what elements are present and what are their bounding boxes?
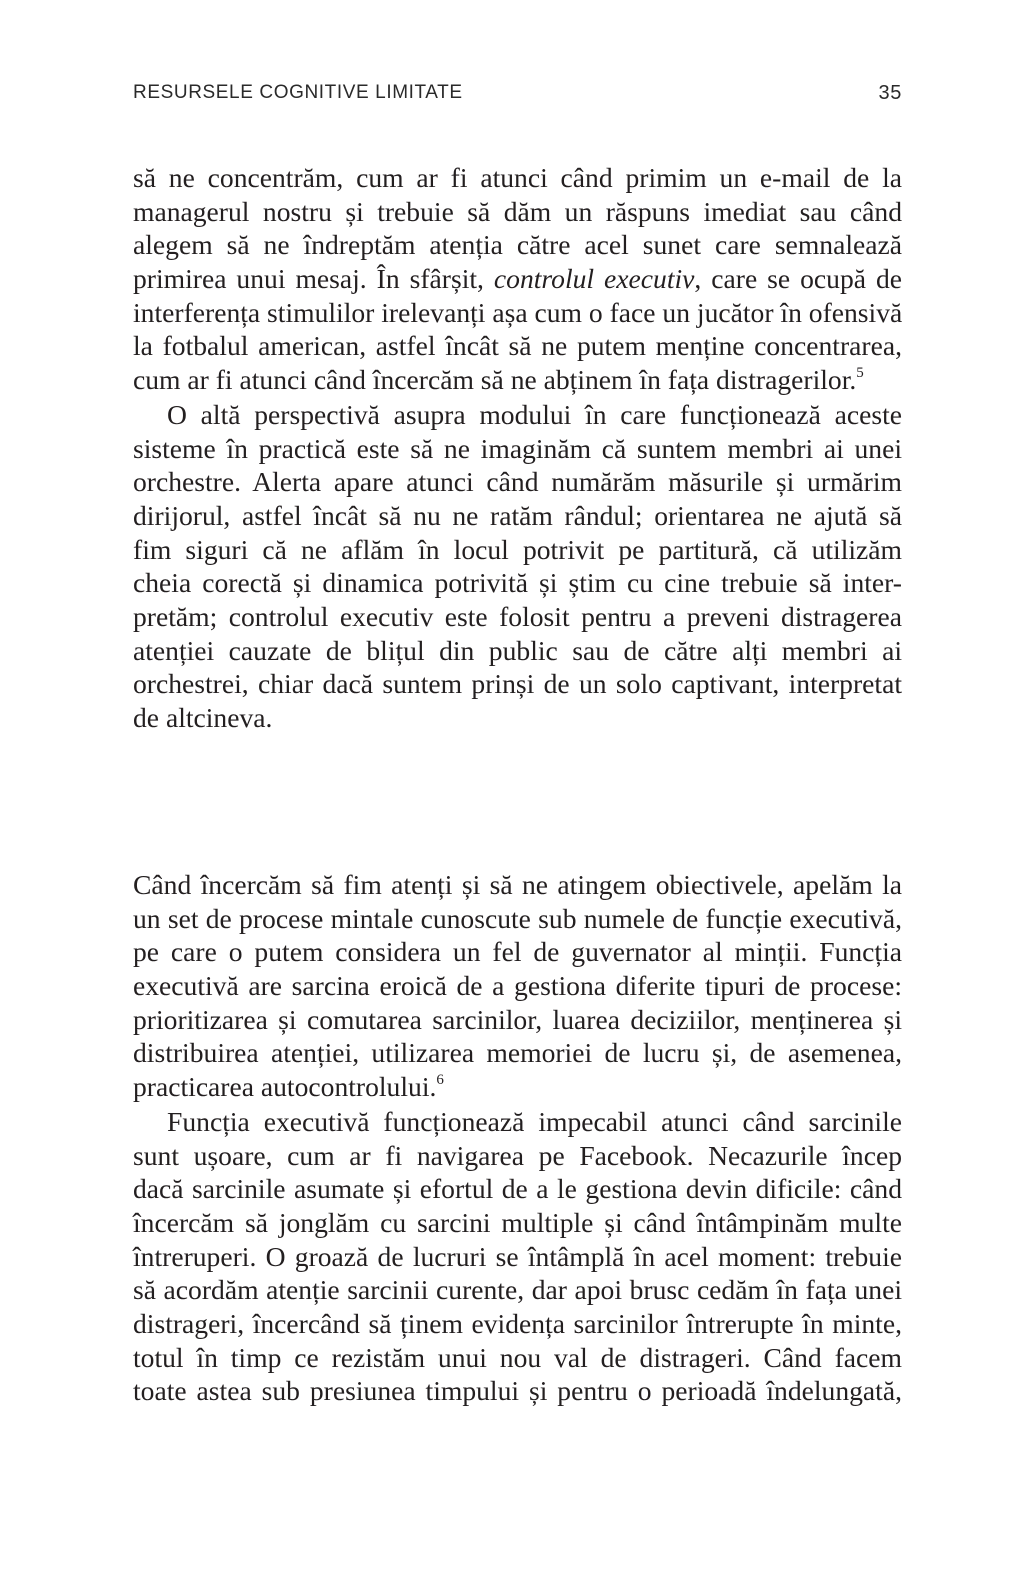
paragraph-attention-networks [133,161,902,397]
text-line: pretăm; controlul executiv este folosit pentru a preveni distragerea [133,600,902,632]
text-line: să acordăm atenție sarcinii curente, dar apoi brusc cedăm în fața unei [133,1274,902,1306]
text-line: orchestrei, chiar dacă suntem prinși de un solo captivant, interpretat [133,668,902,700]
text-line: să ne concentrăm, cum ar fi atunci când primim un e-mail de la [133,162,902,193]
text-segment: cum ar fi atunci când încercăm să ne abținem în fața distragerilor. [133,364,857,396]
paragraph-executive-overload [133,1105,902,1408]
text-line: la fotbalul american, astfel încât să ne putem menține concentrarea, [133,330,902,362]
text-line: distrageri, încercând să ținem evidența sarcinilor întrerupte în minte, [133,1307,902,1339]
text-line: orchestre. Alerta apare atunci când numărăm măsurile și urmărim [133,466,902,498]
text-line: interferența stimulilor irelevanți așa cum o face un jucător în ofensivă [133,296,903,328]
text-line: totul în timp ce rezistăm unui nou val de distrageri. Când facem [133,1341,902,1373]
text-segment: , care se ocupă de [694,263,902,295]
text-line: Când încercăm să fim atenți și să ne atingem obiectivele, apelăm la [133,869,902,900]
text-line: pe care o putem considera un fel de guvernator al minții. Funcția [133,936,902,968]
text-line: executivă are sarcina eroică de a gestiona diferite tipuri de procese: [133,970,902,1002]
text-block-executive-function [133,868,902,1408]
text-line: alegem să ne îndreptăm atenția către acel sunet care semnalează [133,229,902,261]
text-line: prioritizarea și comutarea sarcinilor, luarea deciziilor, menținerea și [133,1003,902,1035]
text-line: managerul nostru și trebuie să dăm un răspuns imediat sau când [133,195,902,227]
text-line: fim siguri că ne aflăm în locul potrivit pe partitură, că utilizăm [133,533,902,565]
paragraph-executive-function [133,868,902,1104]
text-line: întreruperi. O groază de lucruri se întâmplă în acel moment: trebuie [133,1240,902,1272]
text-line-with-term [133,262,902,296]
text-line-with-footnote [133,363,902,397]
italic-term: controlul executiv [493,263,695,295]
text-line: Funcția executivă funcționează impecabil atunci când sarcinile [167,1105,902,1137]
running-header [133,82,902,108]
running-title: RESURSELE COGNITIVE LIMITATE [133,82,463,103]
text-line: dacă sarcinile asumate și efortul de a le gestiona devin dificile: când [133,1173,902,1205]
text-segment: practicarea autocontrolului. [133,1071,437,1103]
paragraph-orchestra-analogy [133,398,902,735]
text-line: dirijorul, astfel încât să nu ne ratăm rândul; orientarea ne ajută să [133,499,902,531]
text-line: un set de procese mintale cunoscute sub numele de funcție executivă, [133,902,902,934]
text-line: încercăm să jonglăm cu sarcini multiple și când întâmpinăm multe [133,1206,902,1238]
text-line: distribuirea atenției, utilizarea memoriei de lucru și, de asemenea, [133,1037,902,1069]
text-line: cheia corectă și dinamica potrivită și știm cu cine trebuie să inter- [133,567,902,599]
footnote-ref: 5 [856,364,864,381]
text-line: sisteme în practică este să ne imaginăm că suntem membri ai unei [133,432,902,464]
text-line: O altă perspectivă asupra modului în care funcționează aceste [167,398,902,430]
text-line-with-footnote [133,1070,902,1104]
text-block-continued [133,161,902,735]
text-line: toate astea sub presiunea timpului și pentru o perioadă îndelungată, [133,1375,902,1407]
footnote-ref: 6 [436,1071,444,1088]
page-number: 35 [878,82,902,104]
text-line: de altcineva. [133,702,273,733]
text-line: sunt ușoare, cum ar fi navigarea pe Facebook. Necazurile încep [133,1139,902,1171]
text-segment: primirea unui mesaj. În sfârșit, [133,263,494,295]
text-line: atenției cauzate de blițul din public sau de către alți membri ai [133,634,902,666]
